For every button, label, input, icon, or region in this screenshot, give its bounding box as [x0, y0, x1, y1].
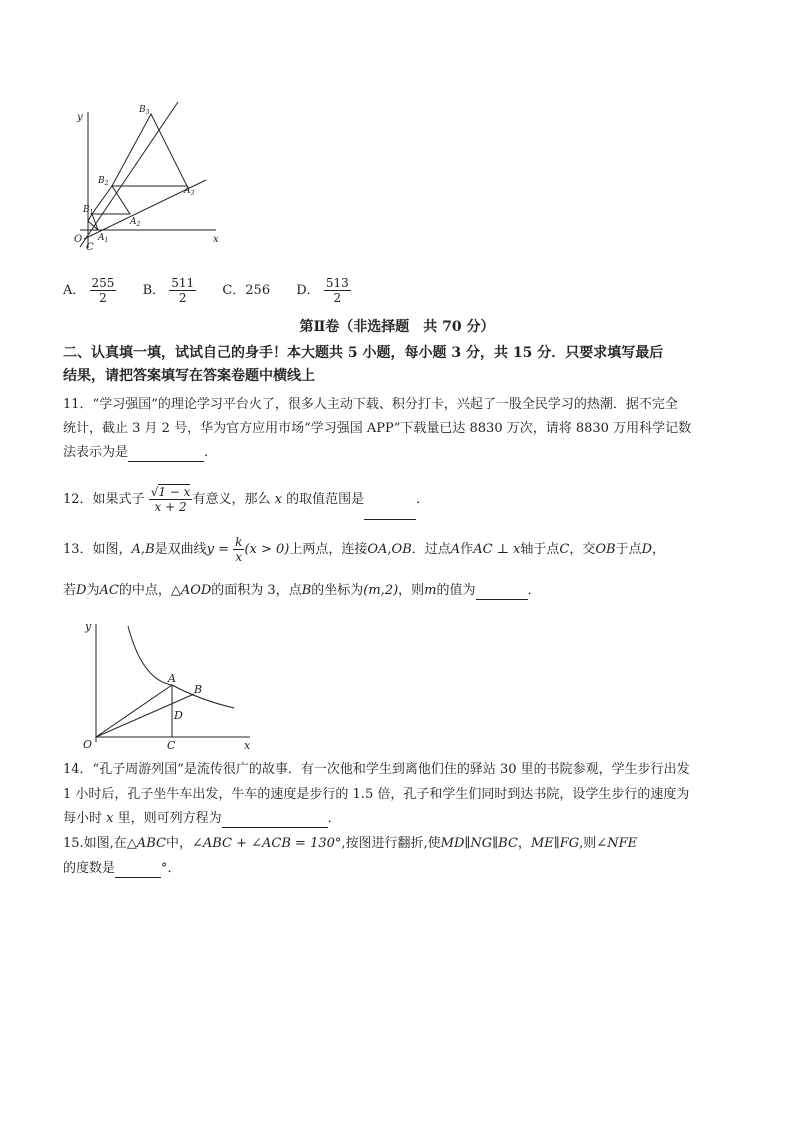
q12-fraction: $\frac{√1 - x}{x + 2}$	[150, 485, 191, 514]
q11-line1: 11．“学习强国”的理论学习平台火了，很多人主动下载、积分打卡，兴起了一股全民学习的热潮．据不完全	[63, 397, 678, 412]
q14-line3: 每小时 x 里，则可列方程为 ．	[63, 811, 341, 826]
x-label: x	[213, 234, 219, 245]
option-b[interactable]: B． $\frac{511}{2}$	[142, 276, 195, 305]
q13-line1: 13．如图，A,B是双曲线y = $\frac{k}{x}$ (x > 0)上两点，连接OA,OB．过点A作AC ⊥ x轴于点C，交OB于点D，	[63, 535, 666, 564]
label-B2: $B_2$	[98, 176, 109, 187]
label-A3: $A_3$	[184, 186, 195, 197]
label-A1: $A_1$	[98, 233, 109, 244]
q12: 12．如果式子 $\frac{√1 - x}{x + 2}$ 有意义，那么 x 的取值范围是 ．	[63, 480, 429, 520]
label-A2: $A_2$	[130, 217, 141, 228]
label-B3: $B_3$	[139, 105, 150, 116]
q15-line1: 15.如图,在△ABC中，∠ABC + ∠ACB = 130°,按图进行翻折,使MD∥NG∥BC，ME∥FG,则∠NFE	[63, 836, 638, 851]
label-C: C	[86, 242, 94, 253]
label-C: C	[167, 739, 176, 752]
option-a[interactable]: A． $\frac{255}{2}$	[63, 276, 115, 305]
q13-answer-blank[interactable]	[476, 585, 528, 600]
segment-OA	[96, 685, 172, 737]
section-title: 第Ⅱ卷（非选择题 共 70 分）	[299, 319, 495, 335]
label-B: B	[194, 683, 203, 696]
sqrt-icon: √	[150, 485, 159, 499]
q12-answer-blank[interactable]	[364, 505, 416, 520]
option-c[interactable]: C．256	[222, 283, 271, 298]
q15-line2: 的度数是 °．	[63, 861, 181, 876]
line-B	[80, 102, 178, 247]
triangle-2	[92, 186, 130, 214]
origin-label: O	[74, 234, 83, 245]
q14-line2: 1 小时后，孔子坐牛车出发，牛车的速度是步行的 1.5 倍，孔子和学生们同时到达书院，设学生步行的速度为	[63, 787, 690, 802]
q14-answer-blank[interactable]	[222, 813, 328, 828]
label-A: A	[168, 672, 176, 685]
part-heading-line2: 结果，请把答案填写在答案卷题中横线上	[63, 368, 315, 384]
part-heading-line1: 二、认真填一填，试试自己的身手！本大题共 5 小题，每小题 3 分，共 15 分．只要求填写最后	[63, 345, 664, 361]
y-label: y	[85, 620, 92, 633]
q11-line3: 法表示为是 ．	[63, 445, 218, 460]
origin-label: O	[83, 738, 93, 751]
label-B1: $B_1$	[83, 205, 94, 216]
hyperbola-curve	[128, 626, 234, 708]
q11-line2: 统计，截止 3 月 2 号，华为官方应用市场“学习强国 APP”下载量已达 8830 万次，请将 8830 万用科学记数	[63, 421, 692, 436]
figure-triangles	[60, 100, 230, 260]
x-label: x	[244, 739, 251, 752]
options-row	[63, 276, 351, 305]
label-D: D	[174, 709, 183, 722]
triangle-3	[112, 114, 187, 186]
q11-answer-blank[interactable]	[128, 447, 204, 462]
figure-hyperbola	[80, 618, 260, 753]
q14-line1: 14．“孔子周游列国”是流传很广的故事．有一次他和学生到离他们住的驿站 30 里的书院参观，学生步行出发	[63, 762, 690, 777]
q13-line2: 若D为AC的中点，△AOD的面积为 3，点B的坐标为(m,2)，则m的值为 ．	[63, 583, 541, 598]
y-label: y	[77, 112, 83, 123]
q15-answer-blank[interactable]	[115, 863, 161, 878]
option-d[interactable]: D． $\frac{513}{2}$	[296, 276, 349, 305]
